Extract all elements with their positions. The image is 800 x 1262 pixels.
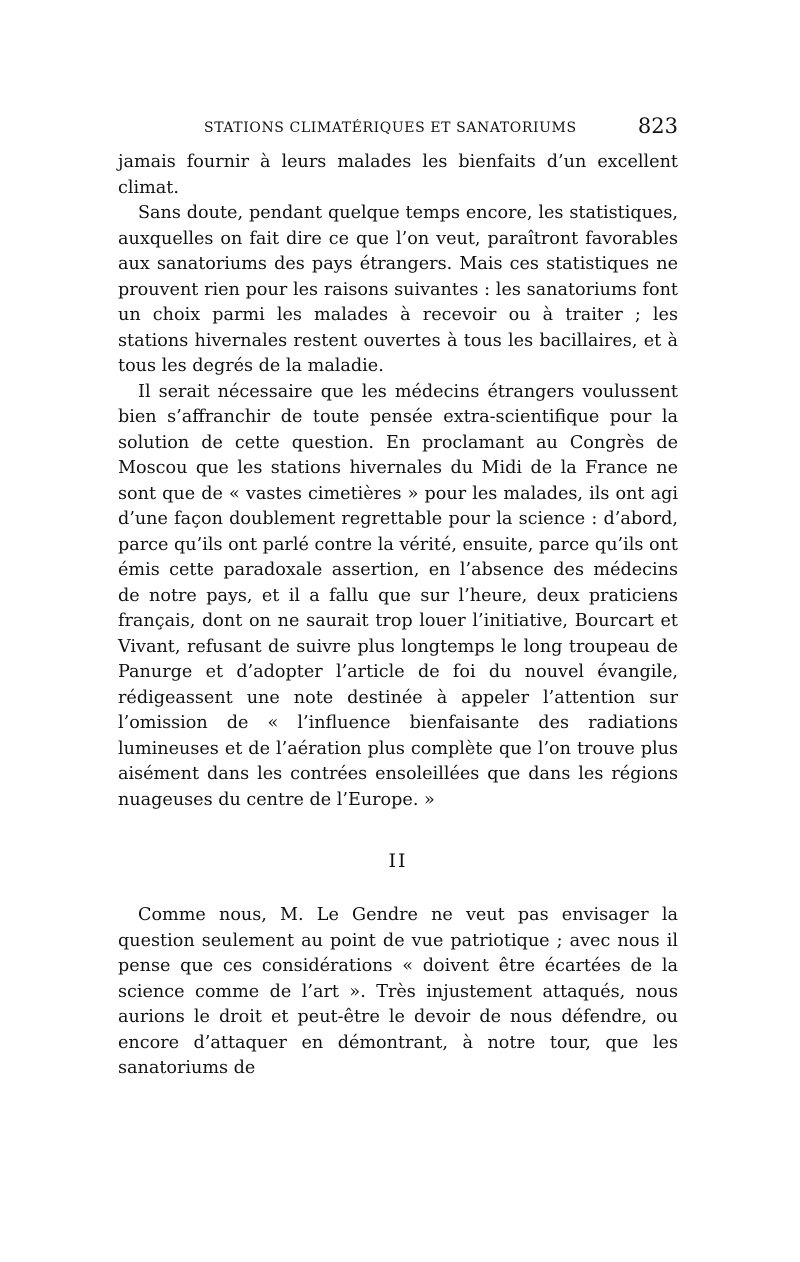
page-number: 823 (637, 114, 678, 138)
paragraph-moscow-congress: Il serait nécessaire que les médecins étrangers voulussent bien s’affranchir de toute pensée extra-scientifique pour la solution de cette question. En proclamant au Congrès de Moscou que les stations hivernales du Midi de la France ne sont que de « vastes cimetières » pour les malades, ils ont agi d’une façon doublement regrettable pour la science : d’abord, parce qu’ils ont parlé contre la vérité, ensuite, parce qu’ils ont émis cette paradoxale assertion, en l’absence des médecins de notre pays, et il a fallu que sur l’heure, deux praticiens français, dont on ne saurait trop louer l’initiative, Bourcart et Vivant, refusant de suivre plus longtemps le long troupeau de Panurge et d’adopter l’article de foi du nouvel évangile, rédigeassent une note destinée à appeler l’attention sur l’omission de « l’influence bienfaisante des radiations lumineuses et de l’aération plus complète que l’on trouve plus aisément dans les contrées ensoleillées que dans les régions nuageuses du centre de l’Europe. » (118, 381, 678, 810)
section-number: II (388, 850, 408, 872)
text-block-lower (118, 903, 678, 1082)
text-block-upper (118, 150, 678, 813)
paragraph-continuation: jamais fournir à leurs malades les bienfaits d’un excellent climat. (118, 152, 678, 198)
paragraph-statistics: Sans doute, pendant quelque temps encore, les statistiques, auxquelles on fait dire ce que l’on veut, paraîtront favorables aux sanatoriums des pays étrangers. Mais ces statistiques ne prouvent rien pour les raisons suivantes : les sanatoriums font un choix parmi les malades à recevoir ou à traiter ; les stations hivernales restent ouvertes à tous les bacillaires, et à tous les degrés de la maladie. (118, 203, 678, 376)
running-header (118, 112, 678, 142)
running-title: STATIONS CLIMATÉRIQUES ET SANATORIUMS (204, 120, 577, 136)
paragraph-le-gendre: Comme nous, M. Le Gendre ne veut pas envisager la question seulement au point de vue patriotique ; avec nous il pense que ces considérations « doivent être écartées de la science comme de l’art ». Très injustement attaqués, nous aurions le droit et peut-être le devoir de nous défendre, ou encore d’attaquer en démontrant, à notre tour, que les sanatoriums de (118, 905, 678, 1078)
